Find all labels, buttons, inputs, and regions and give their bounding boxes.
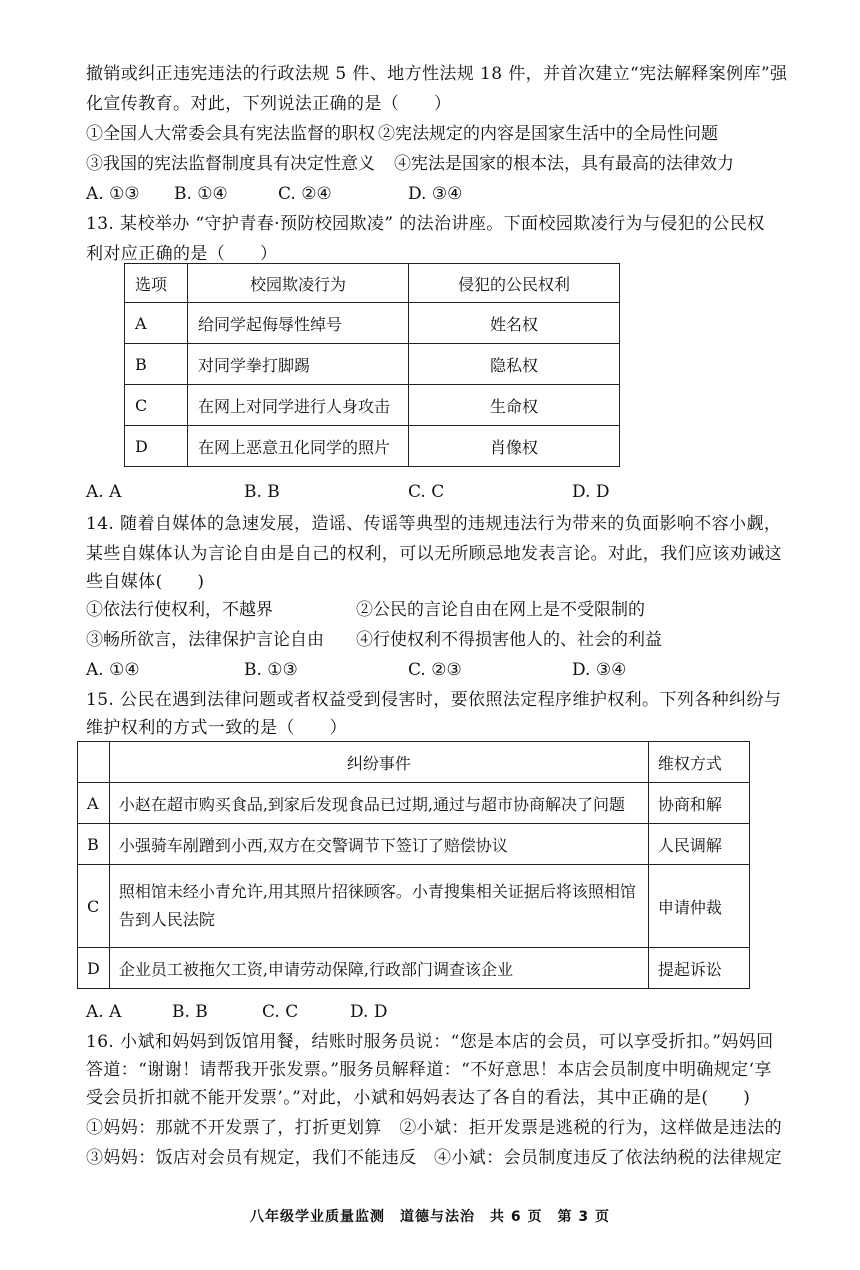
q12-statement-4: ④宪法是国家的根本法，具有最高的法律效力 [394,154,734,174]
q14-statements-row-2 [86,628,746,652]
q13-table [124,263,620,467]
cell-behavior: 在网上对同学进行人身攻击 [188,385,409,426]
cell-behavior: 给同学起侮辱性绰号 [188,303,409,344]
cell-option: A [125,303,188,344]
cell-right: 肖像权 [409,426,620,467]
q16-line-2: 答道：“谢谢！请帮我开张发票。”服务员解释道：“不好意思！本店会员制度中明确规定‘享 [86,1060,772,1080]
q14-option-b: B. ①③ [244,660,298,680]
cell-right: 姓名权 [409,303,620,344]
q16-line-1: 16. 小斌和妈妈到饭馆用餐，结账时服务员说：“您是本店的会员，可以享受折扣。”妈妈回 [86,1032,774,1052]
q13-line-1: 13. 某校举办 “守护青春·预防校园欺凌” 的法治讲座。下面校园欺凌行为与侵犯的公民权 [86,214,765,234]
cell-method: 提起诉讼 [648,948,749,989]
table-row [78,824,750,865]
table-row [78,865,750,948]
q12-line-1: 撤销或纠正违宪违法的行政法规 5 件、地方性法规 18 件，并首次建立“宪法解释案例库”强 [86,64,788,84]
cell-behavior: 在网上恶意丑化同学的照片 [188,426,409,467]
table-row [78,948,750,989]
table-header-row [125,264,620,303]
q15-line-1: 15. 公民在遇到法律问题或者权益受到侵害时，要依照法定程序维护权利。下列各种纠纷与 [86,690,782,710]
q13-option-c: C. C [408,482,445,502]
page-footer: 八年级学业质量监测 道德与法治 共 6 页 第 3 页 [250,1209,610,1225]
q14-statement-1: ①依法行使权利，不越界 [86,600,273,620]
q15-line-2: 维护权利的方式一致的是（ ） [86,718,347,738]
cell-option: B [125,344,188,385]
cell-option: A [78,783,110,824]
table-header-row [78,742,750,783]
q12-options [86,182,746,206]
q14-line-1: 14. 随着自媒体的急速发展，造谣、传谣等典型的违规违法行为带来的负面影响不容小觑， [86,514,782,534]
cell-event: 小赵在超市购买食品,到家后发现食品已过期,通过与超市协商解决了问题 [109,783,648,824]
cell-right: 生命权 [409,385,620,426]
q16-line-4: ①妈妈：那就不开发票了，打折更划算 ②小斌：拒开发票是逃税的行为，这样做是违法的 [86,1118,782,1138]
q14-statements-row-1 [86,598,746,622]
q14-statement-4: ④行使权利不得损害他人的、社会的利益 [356,630,662,650]
q15-table [77,741,750,989]
cell-option: C [125,385,188,426]
q15-option-b: B. B [172,1002,208,1022]
cell-option: D [78,948,110,989]
cell-event: 小强骑车剐蹭到小西,双方在交警调节下签订了赔偿协议 [109,824,648,865]
header-behavior: 校园欺凌行为 [188,264,409,303]
cell-event: 企业员工被拖欠工资,申请劳动保障,行政部门调查该企业 [109,948,648,989]
q12-statements-row-2 [86,152,746,176]
header-option [78,742,110,783]
cell-option: C [78,865,110,948]
q14-option-d: D. ③④ [572,660,627,680]
q12-option-d: D. ③④ [408,184,463,204]
q15-options [86,1000,746,1024]
q12-statements-row-1 [86,122,746,146]
cell-event: 照相馆未经小青允许,用其照片招徕顾客。小青搜集相关证据后将该照相馆告到人民法院 [109,865,648,948]
q15-option-a: A. A [86,1002,122,1022]
q12-statement-2: ②宪法规定的内容是国家生活中的全局性问题 [378,124,718,144]
cell-method: 协商和解 [648,783,749,824]
q12-option-a: A. ①③ [86,184,140,204]
table-row [125,303,620,344]
table-row [125,426,620,467]
q12-statement-1: ①全国人大常委会具有宪法监督的职权 [86,124,375,144]
cell-method: 人民调解 [648,824,749,865]
q12-option-c: C. ②④ [278,184,332,204]
cell-method: 申请仲裁 [648,865,749,948]
cell-option: D [125,426,188,467]
table-row [125,344,620,385]
q13-option-d: D. D [572,482,610,502]
q12-line-2: 化宣传教育。对此，下列说法正确的是（ ） [86,94,452,114]
q12-option-b: B. ①④ [174,184,228,204]
cell-option: B [78,824,110,865]
q14-options [86,658,746,682]
cell-right: 隐私权 [409,344,620,385]
q14-option-a: A. ①④ [86,660,140,680]
header-method: 维权方式 [648,742,749,783]
q13-option-b: B. B [244,482,280,502]
cell-behavior: 对同学拳打脚踢 [188,344,409,385]
header-event: 纠纷事件 [109,742,648,783]
table-row [78,783,750,824]
table-row [125,385,620,426]
header-right: 侵犯的公民权利 [409,264,620,303]
q13-line-2: 利对应正确的是（ ） [86,244,278,264]
q12-statement-3: ③我国的宪法监督制度具有决定性意义 [86,154,375,174]
q16-line-5: ③妈妈：饭店对会员有规定，我们不能违反 ④小斌：会员制度违反了依法纳税的法律规定 [86,1148,782,1168]
q14-option-c: C. ②③ [408,660,462,680]
header-option: 选项 [125,264,188,303]
q13-option-a: A. A [86,482,122,502]
q16-line-3: 受会员折扣就不能开发票’。”对此，小斌和妈妈表达了各自的看法，其中正确的是( ) [86,1088,751,1108]
q14-line-3: 些自媒体( ) [86,572,205,592]
q15-option-c: C. C [262,1002,299,1022]
q14-statement-3: ③畅所欲言，法律保护言论自由 [86,630,324,650]
q14-line-2: 某些自媒体认为言论自由是自己的权利，可以无所顾忌地发表言论。对此，我们应该劝诫这 [86,544,782,564]
q15-option-d: D. D [350,1002,388,1022]
q13-options [86,480,746,504]
q14-statement-2: ②公民的言论自由在网上是不受限制的 [356,600,645,620]
